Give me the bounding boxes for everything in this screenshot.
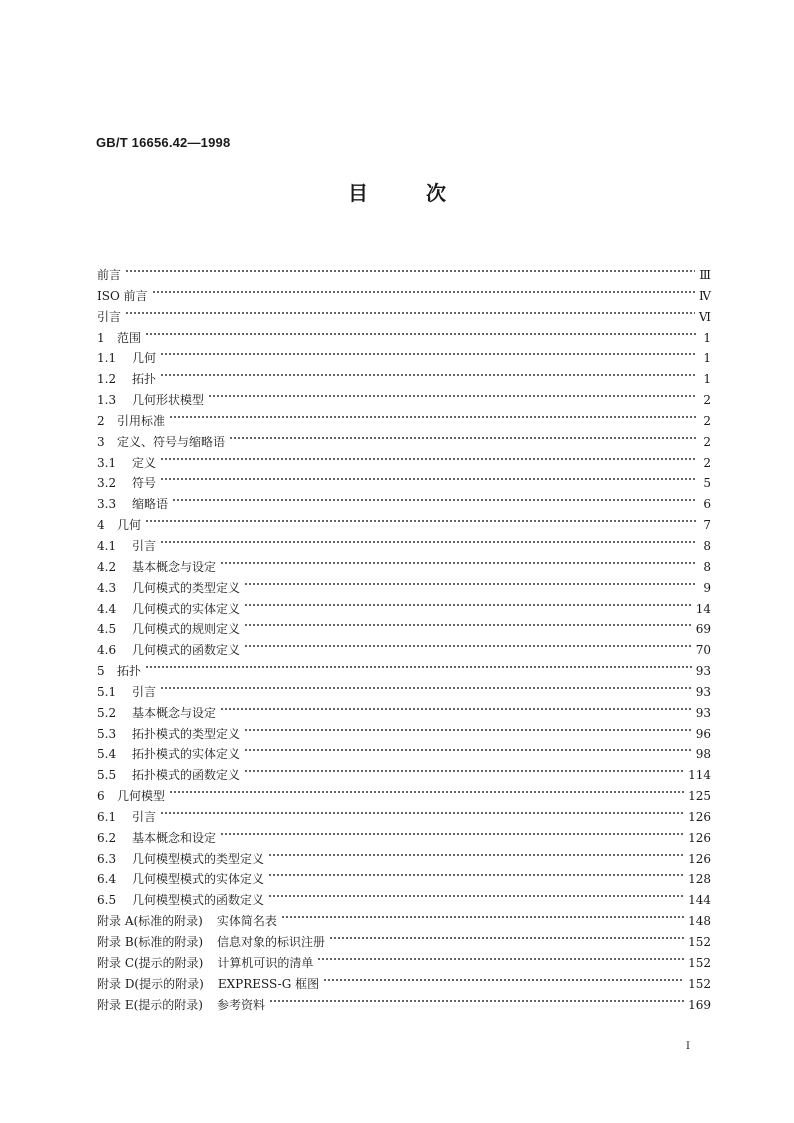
toc-entry[interactable]: [97, 828, 711, 849]
toc-entry-number: 5.1: [97, 684, 117, 699]
toc-entry-label: 拓扑模式的类型定义: [132, 726, 241, 741]
toc-leader-dots: [169, 787, 684, 797]
toc-entry[interactable]: [97, 369, 711, 390]
toc-entry-page: 144: [688, 893, 711, 908]
toc-leader-dots: [208, 391, 697, 401]
toc-entry-label: ISO 前言: [97, 288, 148, 303]
toc-entry-number: 1.2: [97, 372, 117, 387]
toc-entry[interactable]: [97, 557, 711, 578]
toc-leader-dots: [160, 474, 697, 484]
standard-code: GB/T 16656.42—1998: [96, 135, 231, 150]
toc-leader-dots: [160, 454, 697, 464]
toc-entry-label: 几何形状模型: [132, 393, 205, 408]
toc-entry-page: 14: [695, 601, 711, 616]
toc-leader-dots: [244, 725, 692, 735]
toc-leader-dots: [160, 370, 697, 380]
toc-entry-number: 4.1: [97, 538, 117, 553]
toc-leader-dots: [268, 870, 684, 880]
toc-entry[interactable]: [97, 619, 711, 640]
toc-entry-page: 70: [695, 643, 711, 658]
toc-entry-label: 引用标准: [117, 413, 166, 428]
toc-leader-dots: [220, 704, 692, 714]
page-title: [0, 177, 794, 206]
toc-leader-dots: [160, 349, 697, 359]
toc-entry-label: 拓扑: [132, 372, 157, 387]
toc-entry-page: 1: [703, 330, 711, 345]
toc-entry-number: 1: [97, 330, 105, 345]
toc-entry-number: 6.2: [97, 830, 117, 845]
toc-entry-number: 2: [97, 413, 105, 428]
toc-entry-number: 5.3: [97, 726, 117, 741]
toc-entry[interactable]: [97, 515, 711, 536]
toc-leader-dots: [125, 266, 695, 276]
toc-entry-label: 基本概念与设定: [132, 559, 217, 574]
toc-entry-number: 附录 C(提示的附录): [97, 955, 204, 970]
toc-leader-dots: [329, 933, 684, 943]
toc-entry[interactable]: [97, 473, 711, 494]
toc-entry[interactable]: [97, 703, 711, 724]
toc-entry[interactable]: [97, 536, 711, 557]
toc-entry-number: 附录 A(标准的附录): [97, 914, 203, 929]
toc-entry-page: 1: [703, 372, 711, 387]
toc-entry[interactable]: [97, 995, 711, 1016]
toc-entry-page: 8: [703, 559, 711, 574]
toc-entry-label: 几何模式的实体定义: [132, 601, 241, 616]
toc-leader-dots: [244, 641, 692, 651]
toc-entry-number: 1.3: [97, 393, 117, 408]
toc-entry[interactable]: [97, 661, 711, 682]
toc-entry-number: 3.1: [97, 455, 117, 470]
toc-entry-page: 128: [688, 872, 711, 887]
toc-entry-number: 4.5: [97, 622, 117, 637]
toc-entry-label: 几何模型模式的类型定义: [132, 851, 265, 866]
toc-entry-number: 6: [97, 789, 105, 804]
toc-entry-page: 93: [695, 684, 711, 699]
toc-entry-page: 9: [703, 580, 711, 595]
toc-leader-dots: [269, 996, 684, 1006]
toc-entry-page: 2: [703, 413, 711, 428]
toc-entry-label: 拓扑模式的实体定义: [132, 747, 241, 762]
toc-entry-label: 引言: [97, 309, 122, 324]
toc-entry[interactable]: [97, 911, 711, 932]
toc-entry-label: 引言: [132, 684, 157, 699]
toc-entry[interactable]: [97, 890, 711, 911]
toc-entry-number: 附录 E(提示的附录): [97, 997, 203, 1012]
toc-entry-page: 1: [703, 351, 711, 366]
toc-entry-page: 96: [695, 726, 711, 741]
toc-entry-page: 148: [688, 914, 711, 929]
toc-entry[interactable]: [97, 953, 711, 974]
toc-entry[interactable]: [97, 265, 711, 286]
toc-entry-label: 实体简名表: [216, 914, 277, 929]
toc-entry-label: 引言: [132, 538, 157, 553]
toc-entry[interactable]: [97, 786, 711, 807]
toc-entry-page: 5: [703, 476, 711, 491]
toc-entry-label: 计算机可识的清单: [217, 955, 314, 970]
toc-entry-page: 7: [703, 518, 711, 533]
toc-leader-dots: [220, 829, 684, 839]
toc-entry-label: 基本概念与设定: [132, 705, 217, 720]
table-of-contents: [97, 265, 711, 1015]
toc-entry-label: 缩略语: [132, 497, 169, 512]
toc-leader-dots: [244, 766, 684, 776]
toc-leader-dots: [145, 662, 692, 672]
toc-entry[interactable]: [97, 307, 711, 328]
toc-entry-number: 6.3: [97, 851, 117, 866]
toc-leader-dots: [160, 683, 692, 693]
toc-entry-number: 4.4: [97, 601, 117, 616]
toc-entry-label: 几何模型模式的函数定义: [132, 893, 265, 908]
toc-entry[interactable]: [97, 328, 711, 349]
toc-entry[interactable]: [97, 869, 711, 890]
toc-entry-page: 93: [695, 705, 711, 720]
toc-leader-dots: [172, 495, 697, 505]
toc-entry-page: 93: [695, 664, 711, 679]
toc-entry-page: Ⅵ: [698, 309, 711, 324]
toc-leader-dots: [244, 620, 692, 630]
toc-entry-label: 定义: [132, 455, 157, 470]
toc-entry-page: 169: [688, 997, 711, 1012]
toc-leader-dots: [169, 412, 697, 422]
toc-entry[interactable]: [97, 932, 711, 953]
toc-entry[interactable]: [97, 765, 711, 786]
toc-entry[interactable]: [97, 453, 711, 474]
toc-entry-number: 3.3: [97, 497, 117, 512]
toc-entry-number: 6.1: [97, 809, 117, 824]
toc-entry-page: 2: [703, 393, 711, 408]
toc-leader-dots: [281, 912, 684, 922]
toc-leader-dots: [244, 745, 692, 755]
toc-leader-dots: [160, 808, 684, 818]
toc-leader-dots: [317, 954, 684, 964]
toc-entry-label: 几何模型模式的实体定义: [132, 872, 265, 887]
page-title-char: 目: [348, 181, 368, 205]
toc-entry-number: 1.1: [97, 351, 117, 366]
toc-entry[interactable]: [97, 578, 711, 599]
toc-entry-page: 126: [688, 851, 711, 866]
toc-leader-dots: [160, 537, 697, 547]
toc-leader-dots: [244, 579, 697, 589]
toc-entry-page: 152: [688, 955, 711, 970]
toc-entry-number: 4: [97, 518, 105, 533]
toc-entry-number: 附录 D(提示的附录): [97, 976, 204, 991]
toc-entry-label: 几何模式的规则定义: [132, 622, 241, 637]
toc-entry-page: 114: [688, 768, 711, 783]
toc-entry-page: 126: [688, 830, 711, 845]
toc-entry-label: EXPRESS-G 框图: [217, 976, 320, 991]
toc-leader-dots: [220, 558, 697, 568]
toc-entry-page: 125: [688, 789, 711, 804]
toc-entry[interactable]: [97, 640, 711, 661]
toc-entry[interactable]: [97, 494, 711, 515]
toc-entry-number: 4.2: [97, 559, 117, 574]
toc-entry[interactable]: [97, 744, 711, 765]
toc-entry-label: 范围: [117, 330, 142, 345]
toc-entry[interactable]: [97, 807, 711, 828]
toc-entry-number: 5.2: [97, 705, 117, 720]
page-title-char: 次: [426, 181, 446, 205]
toc-entry-label: 几何模型: [117, 789, 166, 804]
toc-entry-label: 符号: [132, 476, 157, 491]
toc-entry-number: 5.4: [97, 747, 117, 762]
toc-entry-label: 几何模式的类型定义: [132, 580, 241, 595]
toc-entry[interactable]: [97, 599, 711, 620]
toc-leader-dots: [125, 308, 695, 318]
toc-entry-page: 69: [695, 622, 711, 637]
toc-entry-label: 几何模式的函数定义: [132, 643, 241, 658]
toc-entry[interactable]: [97, 682, 711, 703]
toc-leader-dots: [323, 975, 684, 985]
toc-entry-label: 几何: [117, 518, 142, 533]
toc-entry[interactable]: [97, 390, 711, 411]
toc-entry-page: Ⅳ: [699, 288, 711, 303]
toc-entry[interactable]: [97, 432, 711, 453]
toc-entry-page: 126: [688, 809, 711, 824]
toc-entry-label: 拓扑模式的函数定义: [132, 768, 241, 783]
toc-entry-label: 几何: [132, 351, 157, 366]
toc-entry-number: 5.5: [97, 768, 117, 783]
toc-entry[interactable]: [97, 724, 711, 745]
toc-entry-number: 6.5: [97, 893, 117, 908]
toc-leader-dots: [229, 433, 697, 443]
toc-entry-label: 基本概念和设定: [132, 830, 217, 845]
toc-entry-page: 98: [695, 747, 711, 762]
toc-entry-label: 定义、符号与缩略语: [117, 434, 226, 449]
toc-entry[interactable]: [97, 286, 711, 307]
toc-entry-page: 2: [703, 455, 711, 470]
toc-leader-dots: [145, 516, 697, 526]
toc-entry-number: 5: [97, 664, 105, 679]
toc-entry-number: 6.4: [97, 872, 117, 887]
toc-entry-page: 152: [688, 935, 711, 949]
toc-leader-dots: [152, 287, 695, 297]
toc-entry-number: 3: [97, 434, 105, 449]
toc-entry-label: 引言: [132, 809, 157, 824]
toc-leader-dots: [244, 600, 692, 610]
toc-entry-number: 附录 B(标准的附录): [97, 935, 203, 949]
page-number: Ⅰ: [686, 1041, 690, 1052]
toc-entry[interactable]: [97, 849, 711, 870]
toc-entry-page: 2: [703, 434, 711, 449]
toc-entry-label: 参考资料: [216, 997, 265, 1012]
toc-entry-page: 6: [703, 497, 711, 512]
toc-entry-number: 4.6: [97, 643, 117, 658]
toc-entry[interactable]: [97, 974, 711, 995]
toc-leader-dots: [268, 891, 684, 901]
toc-entry-page: 152: [688, 976, 711, 991]
toc-entry[interactable]: [97, 348, 711, 369]
toc-entry[interactable]: [97, 411, 711, 432]
toc-entry-number: 3.2: [97, 476, 117, 491]
toc-leader-dots: [268, 850, 684, 860]
toc-entry-label: 前言: [97, 268, 122, 282]
toc-entry-number: 4.3: [97, 580, 117, 595]
toc-entry-label: 拓扑: [117, 664, 142, 679]
toc-entry-page: Ⅲ: [699, 268, 711, 282]
toc-entry-label: 信息对象的标识注册: [217, 935, 326, 949]
toc-entry-page: 8: [703, 538, 711, 553]
toc-leader-dots: [145, 329, 697, 339]
